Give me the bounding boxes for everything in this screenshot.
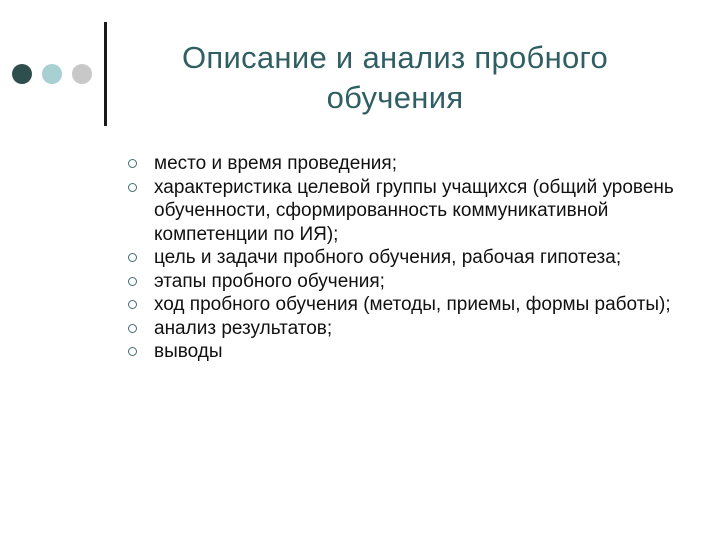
hollow-circle-bullet-icon xyxy=(128,183,137,192)
gray-dot-icon xyxy=(72,64,92,84)
bullet-list xyxy=(128,152,688,364)
bullet-text: цель и задачи пробного обучения, рабочая гипотеза; xyxy=(154,247,622,268)
bullet-text: характеристика целевой группы учащихся (общий уровень обученности, сформированность коммуникативной компетенции по ИЯ); xyxy=(154,176,674,245)
bullet-item-place-time xyxy=(128,152,688,176)
bullet-text: этапы пробного обучения; xyxy=(154,270,385,292)
hollow-circle-bullet-icon xyxy=(128,300,137,309)
bullet-item-stages xyxy=(128,270,688,294)
bullet-text: анализ результатов; xyxy=(154,317,333,339)
hollow-circle-bullet-icon xyxy=(128,159,137,168)
hollow-circle-bullet-icon xyxy=(128,253,137,262)
slide-title-line-1: Описание и анализ пробного xyxy=(181,40,609,75)
vertical-divider xyxy=(104,22,107,126)
bullet-item-target-group xyxy=(128,176,688,247)
bullet-text: место и время проведения; xyxy=(154,153,397,174)
hollow-circle-bullet-icon xyxy=(128,324,137,333)
slide-title xyxy=(150,38,640,118)
bullet-text: ход пробного обучения (методы, приемы, формы работы); xyxy=(154,294,671,315)
bullet-item-conclusions xyxy=(128,340,688,364)
slide-title-line-2: обучения xyxy=(326,80,464,115)
bullet-text: выводы xyxy=(154,341,223,362)
hollow-circle-bullet-icon xyxy=(128,277,137,286)
decorative-dots xyxy=(12,62,94,88)
bullet-item-process xyxy=(128,293,688,317)
hollow-circle-bullet-icon xyxy=(128,347,137,356)
dark-dot-icon xyxy=(12,64,32,84)
teal-dot-icon xyxy=(42,64,62,84)
bullet-item-goals xyxy=(128,246,688,270)
bullet-item-results xyxy=(128,317,688,341)
